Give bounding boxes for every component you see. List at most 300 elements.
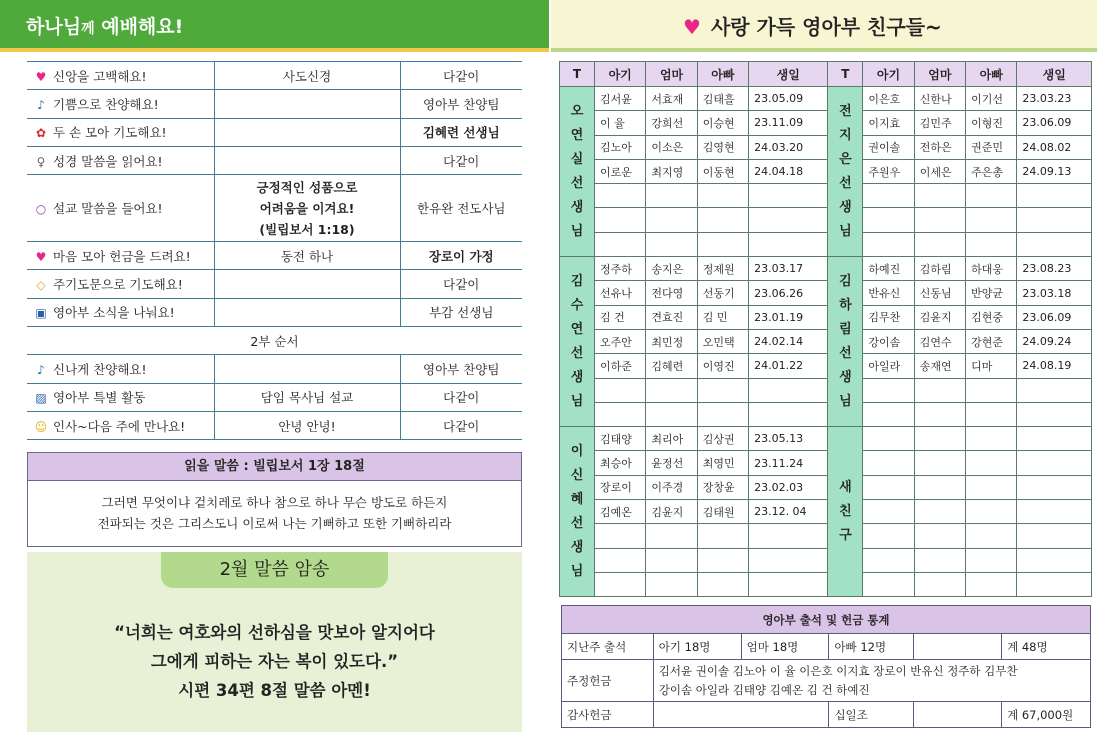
tithe-label: 십일조 — [829, 702, 914, 728]
order-label — [27, 175, 214, 242]
friends-cell — [914, 548, 965, 572]
friends-cell — [914, 208, 965, 232]
friends-cell: 주원우 — [863, 159, 914, 183]
friends-title: ♥ 사랑 가득 영아부 친구들~ — [683, 15, 942, 39]
order-row — [27, 270, 522, 298]
friends-cell — [697, 402, 748, 426]
friends-row — [560, 475, 1092, 499]
order-label-text: 영아부 소식을 나눠요! — [53, 305, 175, 321]
friends-cell: 장창윤 — [697, 475, 748, 499]
friends-header-cell: T — [828, 62, 863, 87]
section-2-row — [27, 327, 522, 355]
friends-cell — [646, 572, 697, 596]
teacher-left: 이 신 혜 선 생 님 — [560, 427, 595, 597]
friends-cell — [966, 232, 1017, 256]
friends-cell: 23.03.23 — [1017, 87, 1092, 111]
friends-cell — [595, 184, 646, 208]
order-leader: 다같이 — [443, 390, 480, 406]
order-label-text: 신나게 찬양해요! — [53, 362, 147, 378]
friends-header-cell: 엄마 — [646, 62, 697, 87]
friends-header-cell: 아빠 — [966, 62, 1017, 87]
friends-cell — [749, 378, 828, 402]
friends-cell: 김 건 — [595, 305, 646, 329]
order-row — [27, 411, 522, 439]
friends-cell: 이지효 — [863, 111, 914, 135]
friends-cell — [697, 524, 748, 548]
order-middle: 사도신경 — [214, 62, 400, 90]
friends-cell: 오민택 — [697, 329, 748, 353]
header-right — [551, 0, 1097, 52]
friends-cell — [863, 500, 914, 524]
friends-cell: 김상권 — [697, 427, 748, 451]
friends-row — [560, 208, 1092, 232]
friends-cell — [863, 475, 914, 499]
friends-cell: 최지영 — [646, 159, 697, 183]
order-icon: ✿ — [35, 126, 47, 141]
order-label-text: 인사~다음 주에 만나요! — [53, 418, 186, 434]
friends-cell: 23.05.13 — [749, 427, 828, 451]
friends-cell — [646, 524, 697, 548]
order-label-text: 기쁨으로 찬양해요! — [53, 96, 159, 112]
friends-cell: 김서윤 — [595, 87, 646, 111]
order-row — [27, 298, 522, 326]
thanks-offering-value — [653, 702, 829, 728]
friends-cell — [697, 232, 748, 256]
order-leader: 김혜련 선생님 — [422, 125, 500, 141]
friends-cell: 윤정선 — [646, 451, 697, 475]
friends-cell: 이세은 — [914, 159, 965, 183]
order-leader: 다같이 — [443, 277, 480, 293]
friends-cell: 디마 — [966, 354, 1017, 378]
friends-cell: 23.12. 04 — [749, 500, 828, 524]
friends-row — [560, 378, 1092, 402]
page-title: 하나님께 예배해요! — [26, 16, 184, 38]
friends-cell — [966, 500, 1017, 524]
friends-table — [559, 61, 1092, 597]
order-icon: ○ — [35, 202, 47, 217]
attendance-label: 지난주 출석 — [562, 634, 654, 660]
friends-cell — [914, 451, 965, 475]
order-leader: 부감 선생님 — [429, 305, 494, 321]
friends-cell: 23.03.17 — [749, 257, 828, 281]
memory-verse-title: 2월 말씀 암송 — [161, 552, 388, 588]
order-middle — [214, 118, 400, 146]
teacher-right: 전 지 은 선 생 님 — [828, 87, 863, 257]
friends-row — [560, 500, 1092, 524]
friends-cell — [863, 184, 914, 208]
friends-row — [560, 548, 1092, 572]
friends-cell: 김혜련 — [646, 354, 697, 378]
sermon-title-line: (빌립보서 1:18) — [259, 221, 355, 237]
heart-icon: ♥ — [683, 15, 701, 39]
friends-cell: 하대웅 — [966, 257, 1017, 281]
friends-cell — [749, 232, 828, 256]
order-label — [27, 118, 214, 146]
header-left — [0, 0, 549, 52]
order-icon: ☺ — [34, 419, 48, 434]
teacher-left: 오 연 실 선 생 님 — [560, 87, 595, 257]
friends-cell: 24.02.14 — [749, 329, 828, 353]
order-leader: 한유완 전도사님 — [417, 201, 506, 217]
memory-verse-text — [27, 618, 522, 705]
friends-row — [560, 111, 1092, 135]
order-row — [27, 118, 522, 146]
friends-cell: 주은총 — [966, 159, 1017, 183]
order-leader: 다같이 — [443, 418, 480, 434]
friends-cell: 24.08.02 — [1017, 135, 1092, 159]
order-row — [27, 355, 522, 383]
friends-cell: 신동님 — [914, 281, 965, 305]
weekly-names-line-2: 강이솜 아일라 김태양 김예온 김 건 하예진 — [658, 682, 870, 697]
friends-cell — [1017, 184, 1092, 208]
friends-cell — [595, 524, 646, 548]
friends-row — [560, 524, 1092, 548]
friends-cell — [966, 378, 1017, 402]
friends-cell: 김태흘 — [697, 87, 748, 111]
friends-cell — [749, 548, 828, 572]
offering-total: 계 67,000원 — [1002, 702, 1091, 728]
friends-cell — [595, 378, 646, 402]
order-middle — [214, 355, 400, 383]
friends-cell: 24.08.19 — [1017, 354, 1092, 378]
friends-cell: 이은호 — [863, 87, 914, 111]
order-middle: 동전 하나 — [214, 242, 400, 270]
friends-cell — [966, 402, 1017, 426]
friends-cell — [914, 184, 965, 208]
friends-cell — [863, 572, 914, 596]
friends-cell: 24.04.18 — [749, 159, 828, 183]
friends-cell — [646, 402, 697, 426]
friends-cell: 정제원 — [697, 257, 748, 281]
friends-cell: 전하은 — [914, 135, 965, 159]
order-row — [27, 90, 522, 118]
reading-text — [27, 481, 522, 547]
friends-cell: 오주안 — [595, 329, 646, 353]
friends-cell: 이기선 — [966, 87, 1017, 111]
teacher-right: 김 하 림 선 생 님 — [828, 257, 863, 427]
friends-cell: 24.03.20 — [749, 135, 828, 159]
friends-cell: 김연수 — [914, 329, 965, 353]
friends-cell: 장로이 — [595, 475, 646, 499]
friends-cell: 김윤지 — [646, 500, 697, 524]
attendance-baby: 아기 18명 — [653, 634, 741, 660]
friends-cell — [914, 232, 965, 256]
friends-cell — [863, 402, 914, 426]
friends-cell: 최승아 — [595, 451, 646, 475]
stats-title: 영아부 출석 및 헌금 통계 — [562, 606, 1091, 634]
friends-cell: 최영민 — [697, 451, 748, 475]
friends-cell: 서효재 — [646, 87, 697, 111]
friends-cell: 정주하 — [595, 257, 646, 281]
order-label-text: 설교 말씀을 들어요! — [53, 201, 163, 217]
order-label — [27, 383, 214, 411]
friends-cell: 24.09.24 — [1017, 329, 1092, 353]
friends-cell: 최리아 — [646, 427, 697, 451]
order-middle: 안녕 안녕! — [214, 411, 400, 439]
thanks-offering-label: 감사헌금 — [562, 702, 654, 728]
friends-cell: 이동현 — [697, 159, 748, 183]
friends-cell — [863, 524, 914, 548]
attendance-dad: 아빠 12명 — [829, 634, 914, 660]
friends-header-cell: 아기 — [863, 62, 914, 87]
memory-line-2: 그에게 피하는 자는 복이 있도다.” — [150, 652, 399, 671]
attendance-blank — [914, 634, 1002, 660]
friends-cell — [966, 475, 1017, 499]
friends-header-cell: 생일 — [1017, 62, 1092, 87]
friends-row — [560, 184, 1092, 208]
order-label — [27, 270, 214, 298]
friends-cell: 23.01.19 — [749, 305, 828, 329]
order-middle: 담임 목사님 설교 — [214, 383, 400, 411]
friends-cell — [914, 378, 965, 402]
friends-cell — [863, 451, 914, 475]
friends-cell — [1017, 232, 1092, 256]
friends-cell: 이하준 — [595, 354, 646, 378]
friends-cell: 최민정 — [646, 329, 697, 353]
weekly-offering-label: 주정헌금 — [562, 660, 654, 702]
friends-cell: 23.03.18 — [1017, 281, 1092, 305]
friends-row — [560, 135, 1092, 159]
stats-table — [561, 605, 1091, 728]
friends-cell — [914, 475, 965, 499]
friends-cell: 김윤지 — [914, 305, 965, 329]
friends-cell: 강희선 — [646, 111, 697, 135]
friends-cell: 반유신 — [863, 281, 914, 305]
friends-row — [560, 305, 1092, 329]
friends-cell: 김태원 — [697, 500, 748, 524]
reading-title: 읽을 말씀 : 빌립보서 1장 18절 — [27, 452, 522, 481]
friends-cell — [749, 524, 828, 548]
friends-row — [560, 257, 1092, 281]
friends-cell: 23.11.24 — [749, 451, 828, 475]
order-leader: 영아부 찬양팀 — [423, 362, 500, 378]
friends-cell: 23.06.09 — [1017, 305, 1092, 329]
order-leader: 다같이 — [443, 68, 480, 84]
friends-cell — [646, 208, 697, 232]
friends-cell — [863, 427, 914, 451]
order-icon: ♥ — [35, 249, 47, 264]
friends-row — [560, 451, 1092, 475]
worship-order-table — [27, 61, 522, 440]
sermon-title-line: 어려움을 이겨요! — [259, 200, 355, 216]
friends-row — [560, 572, 1092, 596]
order-icon: ▨ — [35, 391, 47, 406]
friends-row — [560, 159, 1092, 183]
friends-cell: 23.06.09 — [1017, 111, 1092, 135]
order-label-text: 두 손 모아 기도해요! — [53, 125, 167, 141]
order-label-text: 주기도문으로 기도해요! — [53, 277, 183, 293]
friends-cell: 송지은 — [646, 257, 697, 281]
friends-cell — [749, 208, 828, 232]
order-label — [27, 90, 214, 118]
attendance-mom: 엄마 18명 — [741, 634, 829, 660]
friends-header-cell: T — [560, 62, 595, 87]
friends-cell — [1017, 427, 1092, 451]
friends-cell: 김무찬 — [863, 305, 914, 329]
friends-cell — [1017, 402, 1092, 426]
friends-row — [560, 232, 1092, 256]
friends-cell: 김현중 — [966, 305, 1017, 329]
friends-cell: 이영진 — [697, 354, 748, 378]
friends-cell: 김 민 — [697, 305, 748, 329]
friends-header-cell: 엄마 — [914, 62, 965, 87]
friends-cell — [697, 378, 748, 402]
friends-cell — [863, 208, 914, 232]
friends-cell — [914, 427, 965, 451]
friends-cell — [749, 402, 828, 426]
friends-cell — [595, 232, 646, 256]
friends-cell: 김민주 — [914, 111, 965, 135]
friends-cell — [966, 184, 1017, 208]
friends-header-cell: 생일 — [749, 62, 828, 87]
friends-cell — [595, 572, 646, 596]
friends-cell — [749, 184, 828, 208]
order-label-text: 마음 모아 헌금을 드려요! — [53, 248, 191, 264]
reading-line-1: 그러면 무엇이냐 겉치레로 하나 참으로 하나 무슨 방도로 하든지 — [101, 495, 448, 510]
order-label-text: 영아부 특별 활동 — [53, 390, 146, 406]
friends-row — [560, 87, 1092, 111]
friends-cell — [1017, 378, 1092, 402]
order-leader: 다같이 — [443, 153, 480, 169]
friends-cell: 신한나 — [914, 87, 965, 111]
friends-cell — [1017, 572, 1092, 596]
memory-verse-box — [27, 552, 522, 732]
friends-cell — [863, 548, 914, 572]
friends-cell — [595, 402, 646, 426]
attendance-total: 계 48명 — [1002, 634, 1091, 660]
friends-cell: 전다영 — [646, 281, 697, 305]
friends-cell: 반양균 — [966, 281, 1017, 305]
friends-cell: 이소은 — [646, 135, 697, 159]
friends-cell: 권준민 — [966, 135, 1017, 159]
memory-line-1: “너희는 여호와의 선하심을 맛보아 알지어다 — [114, 623, 435, 642]
teacher-right: 새 친 구 — [828, 427, 863, 597]
friends-cell — [646, 548, 697, 572]
order-row — [27, 146, 522, 174]
friends-cell — [595, 208, 646, 232]
friends-cell — [1017, 475, 1092, 499]
friends-row — [560, 329, 1092, 353]
friends-cell — [646, 184, 697, 208]
friends-header-cell: 아빠 — [697, 62, 748, 87]
friends-cell — [1017, 548, 1092, 572]
order-icon: ▣ — [35, 306, 47, 321]
friends-cell — [914, 572, 965, 596]
order-icon: ♪ — [37, 97, 45, 112]
order-label — [27, 355, 214, 383]
friends-cell: 23.08.23 — [1017, 257, 1092, 281]
friends-cell — [1017, 451, 1092, 475]
friends-cell: 송재연 — [914, 354, 965, 378]
friends-cell: 강현준 — [966, 329, 1017, 353]
friends-cell — [914, 402, 965, 426]
order-row — [27, 175, 522, 242]
friends-cell — [914, 500, 965, 524]
friends-cell — [966, 548, 1017, 572]
friends-row — [560, 427, 1092, 451]
friends-cell: 이로운 — [595, 159, 646, 183]
order-row — [27, 383, 522, 411]
friends-cell: 김영현 — [697, 135, 748, 159]
order-label-text: 성경 말씀을 읽어요! — [53, 153, 163, 169]
order-row — [27, 62, 522, 90]
friends-cell: 이 율 — [595, 111, 646, 135]
friends-cell — [966, 451, 1017, 475]
friends-cell: 이주경 — [646, 475, 697, 499]
friends-cell — [966, 524, 1017, 548]
friends-cell: 이형진 — [966, 111, 1017, 135]
order-icon: ♥ — [35, 69, 47, 84]
friends-cell: 선유나 — [595, 281, 646, 305]
order-row — [27, 242, 522, 270]
friends-cell — [966, 572, 1017, 596]
order-label — [27, 298, 214, 326]
friends-cell — [697, 572, 748, 596]
weekly-names-line-1: 김서윤 권이솔 김노아 이 율 이은호 이지효 장로이 반유신 정주하 김무찬 — [658, 663, 1018, 678]
friends-cell: 23.11.09 — [749, 111, 828, 135]
friends-cell: 23.06.26 — [749, 281, 828, 305]
friends-cell — [749, 572, 828, 596]
friends-cell: 김태양 — [595, 427, 646, 451]
friends-cell — [1017, 524, 1092, 548]
order-middle — [214, 270, 400, 298]
friends-cell: 강이솜 — [863, 329, 914, 353]
order-icon: ◇ — [36, 278, 46, 293]
memory-line-3: 시편 34편 8절 말씀 아멘! — [178, 681, 371, 700]
weekly-offering-names — [653, 660, 1090, 702]
friends-row — [560, 281, 1092, 305]
friends-cell: 24.09.13 — [1017, 159, 1092, 183]
friends-cell: 김예온 — [595, 500, 646, 524]
tithe-value — [914, 702, 1002, 728]
sermon-title-line: 긍정적인 성품으로 — [256, 179, 358, 195]
friends-cell — [1017, 208, 1092, 232]
friends-cell: 김하림 — [914, 257, 965, 281]
friends-cell — [966, 427, 1017, 451]
friends-cell — [863, 378, 914, 402]
friends-cell — [1017, 500, 1092, 524]
friends-cell: 24.01.22 — [749, 354, 828, 378]
friends-cell: 23.05.09 — [749, 87, 828, 111]
friends-cell: 23.02.03 — [749, 475, 828, 499]
friends-cell — [697, 548, 748, 572]
friends-cell — [697, 184, 748, 208]
friends-cell — [646, 378, 697, 402]
friends-cell — [697, 208, 748, 232]
friends-cell: 선동기 — [697, 281, 748, 305]
friends-cell — [966, 208, 1017, 232]
order-middle — [214, 90, 400, 118]
friends-header-cell: 아기 — [595, 62, 646, 87]
friends-cell: 하예진 — [863, 257, 914, 281]
order-icon: ♀ — [36, 154, 46, 169]
friends-cell — [595, 548, 646, 572]
order-label-text: 신앙을 고백해요! — [53, 68, 147, 84]
friends-cell: 견효진 — [646, 305, 697, 329]
friends-cell — [863, 232, 914, 256]
friends-row — [560, 354, 1092, 378]
order-label — [27, 146, 214, 174]
order-middle — [214, 175, 400, 242]
friends-cell: 권이솔 — [863, 135, 914, 159]
friends-cell: 김노아 — [595, 135, 646, 159]
friends-cell — [646, 232, 697, 256]
order-middle — [214, 298, 400, 326]
friends-cell: 아일라 — [863, 354, 914, 378]
order-label — [27, 411, 214, 439]
order-label — [27, 62, 214, 90]
order-icon: ♪ — [37, 363, 45, 378]
